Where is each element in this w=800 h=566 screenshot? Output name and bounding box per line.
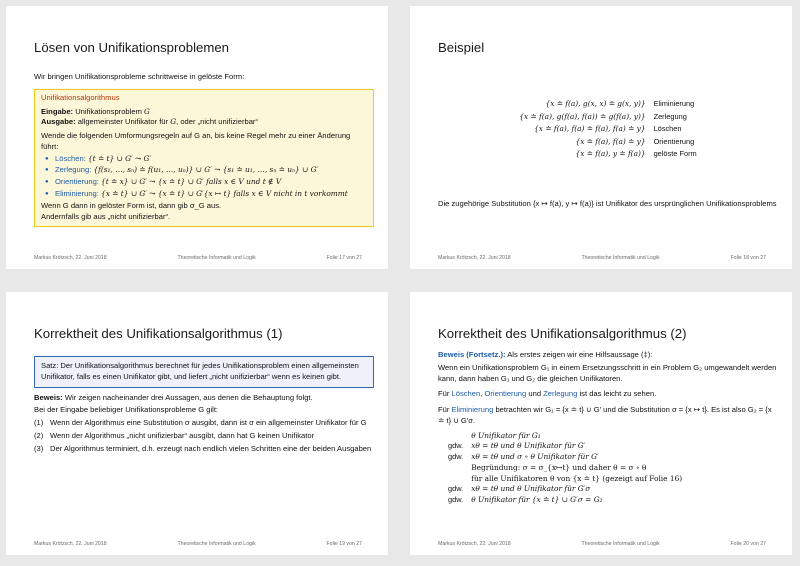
slide-footer [438, 541, 766, 547]
claim-text: Wenn der Algorithmus „nicht unifizierbar“ ausgibt, dann hat G keinen Unifikator [50, 430, 315, 440]
easy-cases-prefix: Für [438, 389, 450, 399]
slide-20 [410, 292, 792, 555]
output-math: G [170, 117, 177, 127]
footer-page: Folie 18 von 27 [730, 255, 766, 261]
proof-step: xθ = tθ und σ ∘ θ Unifikator für G′ [471, 452, 599, 462]
lemma-text: Wenn ein Unifikationsproblem G₁ in einem Ersetzungsschritt in ein Problem G₂ umgewandelt werden kann, dann haben G₁ und G₂ die gleichen Unifikatoren. [438, 362, 777, 383]
proof-row [444, 474, 686, 485]
end-line-2: Andernfalls gib aus „nicht unifizierbar“. [41, 211, 171, 221]
footer-page: Folie 19 von 27 [326, 541, 362, 547]
example-row [515, 136, 700, 149]
slide-title: Beispiel [438, 40, 485, 55]
footer-author: Markus Krötzsch, 22. Juni 2018 [438, 255, 511, 261]
proof-label: Beweis: [34, 392, 63, 402]
example-math: {x ≐ f(a), y ≐ f(a)} [575, 149, 646, 159]
slide-content [34, 356, 374, 456]
slide-content [438, 350, 778, 506]
slide-19 [6, 292, 388, 555]
slide-title: Lösen von Unifikationsproblemen [34, 40, 229, 55]
proof-connector [444, 463, 467, 474]
algorithm-box [34, 89, 374, 228]
elimination-text: betrachten wir G₁ = {x ≐ t} ∪ G′ und die Substitution σ = {x ↦ t}. Es ist also G₂ = {x ≐ t} ∪ G′σ. [438, 405, 772, 425]
claim-number: (2) [34, 430, 44, 440]
example-step: Löschen [653, 124, 682, 134]
slide-footer [34, 541, 362, 547]
example-step: gelöste Form [653, 149, 697, 159]
rule-formula: {f(s₁, …, sₙ) ≐ f(u₁, …, uₙ)} ∪ G′ ⤳ {s₁ ≐ u₁, …, sₙ ≐ uₙ} ∪ G′ [93, 165, 319, 175]
rule-item [55, 177, 367, 188]
claim-list [34, 418, 374, 454]
rule-name: Orientierung: [55, 177, 99, 187]
easy-cases-suffix: ist das leicht zu sehen. [579, 389, 657, 399]
proof-connector: gdw. [448, 441, 464, 451]
slide-title: Korrektheit des Unifikationsalgorithmus (1) [34, 326, 283, 341]
slide-17 [6, 6, 388, 269]
proof-connector: gdw. [448, 452, 464, 462]
claim-item [34, 443, 374, 455]
claim-text: Der Algorithmus terminiert, d.h. erzeugt nach endlich vielen Schritten eine der beiden Ausgaben [50, 443, 372, 453]
input-math: G [144, 106, 150, 116]
rule-name: Zerlegung: [55, 165, 92, 175]
algorithm-box-title: Unifikationsalgorithmus [41, 92, 120, 102]
claim-number: (1) [34, 418, 44, 428]
rule-item [55, 165, 367, 176]
footer-course: Theoretische Informatik und Logik [177, 255, 256, 261]
claim-number: (3) [34, 443, 44, 453]
proof-row [444, 441, 686, 452]
example-math: {x ≐ f(a), f(a) ≐ y} [575, 136, 646, 146]
proof-step: xθ = tθ und θ Unifikator für G′ [471, 441, 586, 451]
proof-step: θ Unifikator für {x ≐ t} ∪ G′σ = G₂ [471, 495, 603, 505]
example-math: {x ≐ f(a), g(x, x) ≐ g(x, y)} [545, 99, 646, 108]
proof-connector: gdw. [448, 495, 464, 505]
slide-content [438, 94, 778, 209]
footer-page: Folie 20 von 27 [730, 541, 766, 547]
proof-connector [444, 474, 467, 485]
output-line [41, 117, 367, 128]
rule-name: Löschen: [55, 153, 86, 163]
elimination-case [438, 405, 778, 427]
footer-author: Markus Krötzsch, 22. Juni 2018 [34, 541, 107, 547]
footer-author: Markus Krötzsch, 22. Juni 2018 [34, 255, 107, 261]
conclusion-text: Die zugehörige Substitution {x ↦ f(a), y ↦ f(a)} ist Unifikator des ursprünglichen Unifikationsproblems [438, 198, 777, 208]
output-label: Ausgabe: [41, 117, 76, 127]
proof-chain [444, 431, 686, 506]
easy-cases: Für Löschen, Orientierung und Zerlegung ist das leicht zu sehen. [438, 389, 657, 399]
rule-name: Zerlegung [543, 389, 578, 399]
theorem-box: Satz: Der Unifikationsalgorithmus berechnet für jedes Unifikationsproblem einen allgemeinsten Unifikator, falls es einen Unifikator gibt, und liefert „nicht unifizierbar“ wenn es keinen gibt. [34, 356, 374, 388]
footer-course: Theoretische Informatik und Logik [581, 255, 660, 261]
proof-row [444, 495, 686, 506]
example-step: Eliminierung [653, 99, 695, 108]
rule-item [55, 154, 367, 165]
rule-item [55, 189, 367, 200]
slide-footer [438, 255, 766, 261]
example-row [515, 98, 700, 111]
rule-name: Orientierung [484, 389, 527, 399]
proof-line [438, 350, 778, 361]
output-rest: , oder „nicht unifizierbar“ [176, 117, 258, 127]
example-row [515, 123, 700, 136]
end-line-1: Wenn G dann in gelöster Form ist, dann gib σ_G aus. [41, 200, 222, 210]
slide-footer [34, 255, 362, 261]
proof-step: Begründung: σ = σ_{x↦t} und daher θ = σ ∘ θ [471, 462, 647, 472]
elimination-prefix: Für [438, 405, 450, 415]
claim-text: Wenn der Algorithmus eine Substitution σ ausgibt, dann ist σ ein allgemeinster Unifikator für G [50, 418, 367, 428]
proof-text: Als erstes zeigen wir eine Hilfsaussage (‡): [507, 350, 653, 359]
input-line [41, 107, 367, 118]
rule-formula: {x ≐ t} ∪ G′ ⤳ {x ≐ t} ∪ G′{x ↦ t} falls x ∈ V nicht in t vorkommt [101, 189, 348, 199]
intro-text: Wir bringen Unifikationsprobleme schrittweise in gelöste Form: [34, 72, 245, 81]
footer-course: Theoretische Informatik und Logik [177, 541, 256, 547]
claim-item [34, 430, 374, 442]
input-label: Eingabe: [41, 106, 74, 116]
footer-page: Folie 17 von 27 [326, 255, 362, 261]
slide-title: Korrektheit des Unifikationsalgorithmus (2) [438, 326, 687, 341]
rules-intro: Wende die folgenden Umformungsregeln auf G an, bis keine Regel mehr zu einer Änderung führt: [41, 131, 351, 151]
claim-item [34, 418, 374, 429]
proof-line [34, 393, 374, 404]
example-math: {x ≐ f(a), g(f(a), f(a)) ≐ g(f(a), y)} [519, 111, 646, 121]
proof-row [444, 484, 686, 495]
footer-course: Theoretische Informatik und Logik [581, 541, 660, 547]
proof-text: Wir zeigen nacheinander drei Aussagen, aus denen die Behauptung folgt. [64, 392, 313, 402]
input-text: Unifikationsproblem [75, 106, 142, 116]
rule-name: Löschen [451, 389, 481, 399]
proof-row [444, 463, 686, 474]
proof-step: xθ = tθ und θ Unifikator für G′σ [471, 484, 591, 494]
proof-connector: gdw. [448, 484, 464, 494]
proof-step: θ Unifikator für G₁ [471, 430, 541, 440]
proof-row [444, 452, 686, 463]
example-step: Zerlegung [653, 111, 687, 121]
proof-step: für alle Unifikatoren θ von {x ≐ t} (gezeigt auf Folie 16) [471, 473, 683, 483]
slide-18 [410, 6, 792, 269]
slide-content [34, 72, 374, 227]
output-text: allgemeinster Unifikator für [77, 117, 169, 127]
rule-formula: {t ≐ t} ∪ G′ ⤳ G′ [87, 153, 152, 163]
example-table [515, 98, 700, 161]
proof-row [444, 431, 686, 442]
example-row [515, 148, 700, 161]
proof-connector [444, 431, 467, 442]
example-math: {x ≐ f(a), f(a) ≐ f(a), f(a) ≐ y} [534, 124, 646, 134]
rule-formula: {t ≐ x} ∪ G′ ⤳ {x ≐ t} ∪ G′ falls x ∈ V und t ∉ V [101, 177, 282, 187]
footer-author: Markus Krötzsch, 22. Juni 2018 [438, 541, 511, 547]
example-row [515, 111, 700, 124]
rule-name: Eliminierung: [55, 189, 99, 199]
example-step: Orientierung [653, 136, 695, 146]
given-text: Bei der Eingabe beliebiger Unifikationsprobleme G gilt: [34, 405, 219, 415]
rule-name: Eliminierung [451, 405, 494, 415]
proof-label: Beweis (Fortsetz.): [438, 350, 506, 359]
rule-list [41, 154, 367, 200]
